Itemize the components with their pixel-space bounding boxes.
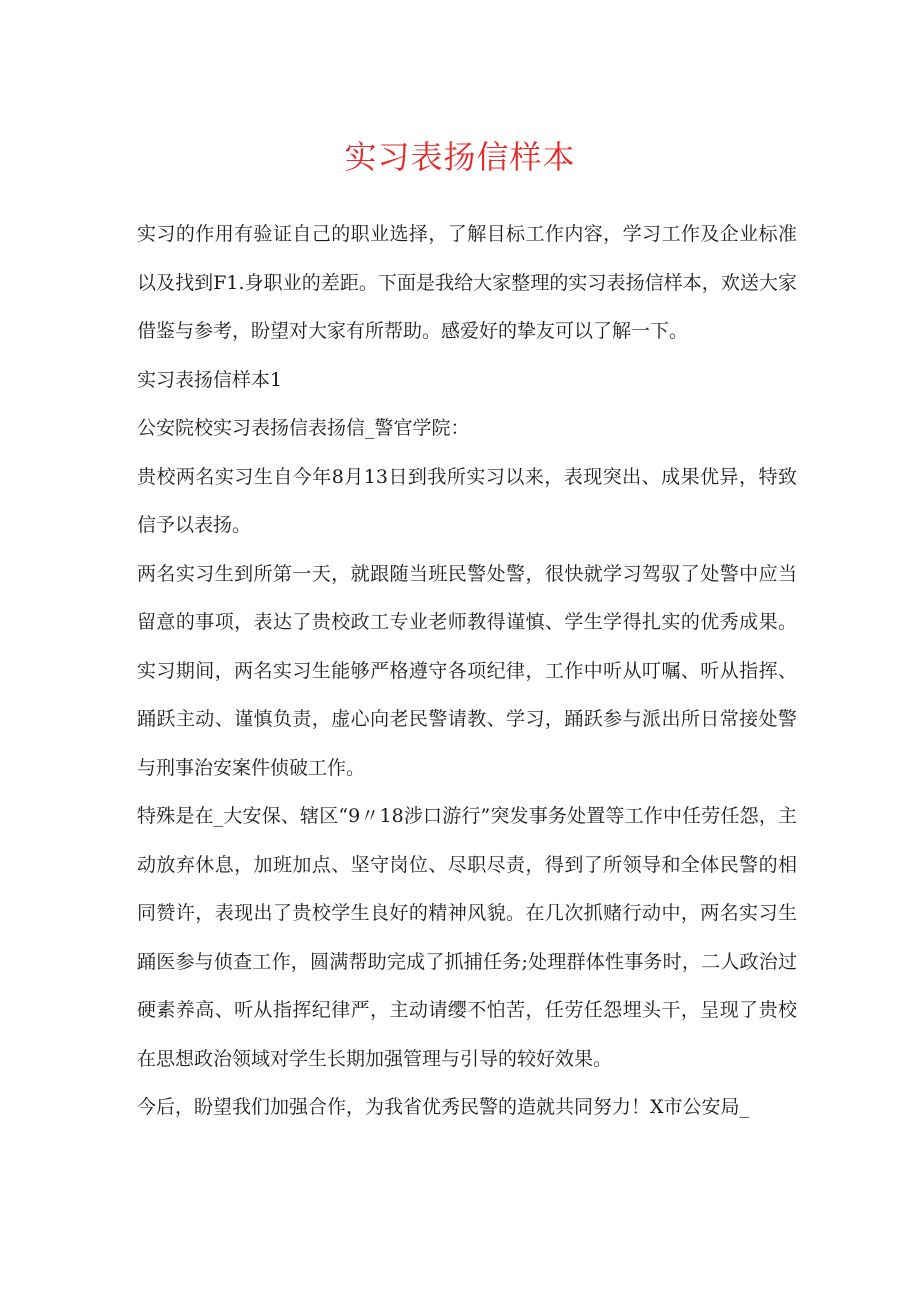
letter-paragraph: 贵校两名实习生自今年8月13日到我所实习以来，表现突出、成果优异，特致信予以表扬。 xyxy=(137,465,797,536)
document-title: 实习表扬信样本 xyxy=(344,138,576,176)
letter-paragraph: 两名实习生到所第一天，就跟随当班民警处警，很快就学习驾驭了处警中应当留意的事项，表达了贵校政工专业老师教得谨慎、学生学得扎实的优秀成果。实习期间，两名实习生能够严格遵守各项纪律，工作中听从叮嘱、听从指挥、踊跃主动、谨慎负责，虚心向老民警请教、学习，踊跃参与派出所日常接处警与刑事治安案件侦破工作。 xyxy=(137,562,797,779)
intro-paragraph: 实习的作用有验证自己的职业选择，了解目标工作内容，学习工作及企业标准以及找到F1.身职业的差距。下面是我给大家整理的实习表扬信样本，欢送大家借鉴与参考，盼望对大家有所帮助。感爱好的挚友可以了解一下。 xyxy=(137,223,797,342)
section-heading: 实习表扬信样本1 xyxy=(137,368,283,391)
letter-salutation: 公安院校实习表扬信表扬信_警官学院： xyxy=(137,417,470,439)
letter-closing: 今后，盼望我们加强合作，为我省优秀民警的造就共同努力！X市公安局_ xyxy=(137,1096,750,1118)
document-body xyxy=(137,210,797,1132)
letter-paragraph: 特殊是在_大安保、辖区“9〃18涉口游行”突发事务处置等工作中任劳任怨，主动放弃休息，加班加点、坚守岗位、尽职尽责，得到了所领导和全体民警的相同赞许，表现出了贵校学生良好的精神风貌。在几次抓赌行动中，两名实习生踊医参与侦查工作，圆满帮助完成了抓捕任务;处理群体性事务时，二人政治过硬素养高、听从指挥纪律严，主动请缨不怕苦，任劳任怨埋头干，呈现了贵校在思想政治领域对学生长期加强管理与引导的较好效果。 xyxy=(137,805,797,1070)
